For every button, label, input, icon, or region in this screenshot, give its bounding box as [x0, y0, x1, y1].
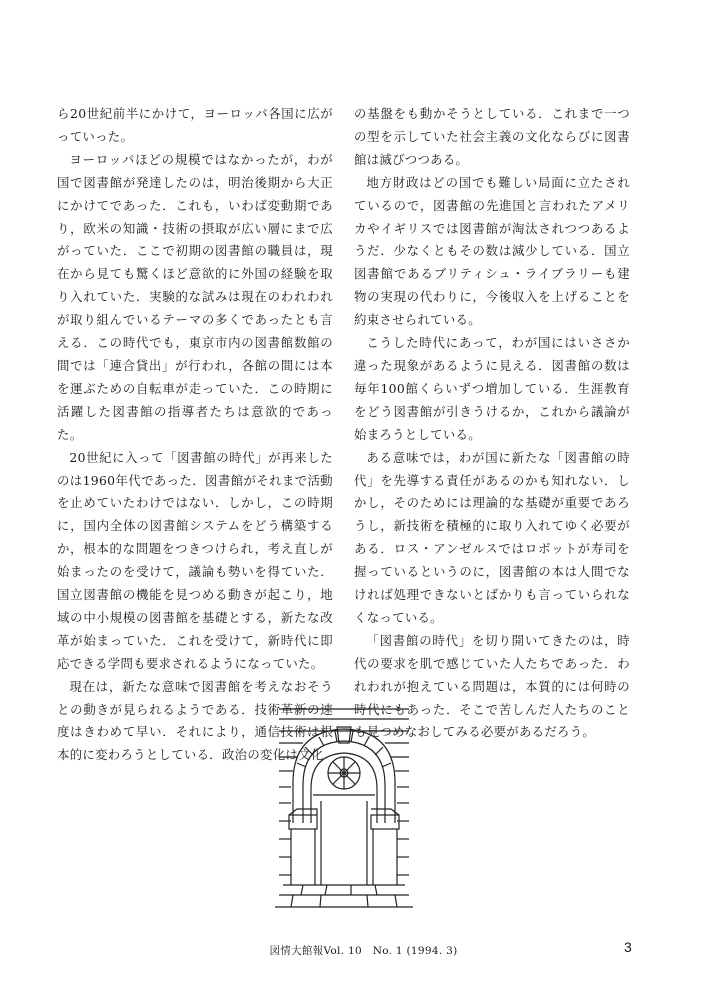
paragraph: ヨーロッパほどの規模ではなかったが，わが国で図書館が発達したのは，明治後期から大正にかけてであった．これも，いわば変動期であり，欧米の知識・技術の摂取が広い層にまで広がっていた．ここで初期の図書館の職員は，現在から見ても驚くほど意欲的に外国の経験を取り入れていた．実験的な試みは現在のわれわれが取り組んでいるテーマの多くであったとも言える．この時代でも，東京市内の図書館数館の間では「連合貸出」が行われ，各館の間には本を運ぶための自転車が走っていた．この時期に活躍した図書館の指導者たちは意欲的であった。: [57, 151, 333, 442]
paragraph: の基盤をも動かそうとしている．これまで一つの型を示していた社会主義の文化ならびに図書館は滅びつつある。: [354, 106, 630, 167]
paragraph: ある意味では，わが国に新たな「図書館の時代」を先導する責任があるのかも知れない．しかし，そのためには理論的な基礎が重要であろうし，新技術を積極的に取り入れてゆく必要がある．ロス・アンゼルスではロボットが寿司を握っているというのに，図書館の本は人間でなければ処理できないとばかりも言っていられなくなっている。: [354, 449, 630, 625]
paragraph: ら20世紀前半にかけて，ヨーロッパ各国に広がっていった。: [57, 106, 333, 144]
paragraph: 20世紀に入って「図書館の時代」が再来したのは1960年代であった．図書館がそれまで活動を止めていたわけではない．しかし，この時期に，国内全体の図書館システムをどう構築するか，根本的な問題をつきつけられ，考え直しが始まったのを受けて，議論も勢いを得ていた．国立図書館の機能を見つめる動きが起こり，地域の中小規模の図書館を基礎とする，新たな改革が始まっていた．これを受けて，新時代に即応できる学問も要求されるようになっていた。: [57, 449, 333, 671]
article-left-column: [57, 103, 333, 767]
arched-doorway-drawing-icon: [273, 703, 415, 917]
paragraph: こうした時代にあって，わが国にはいささか違った現象があるように見える．図書館の数は毎年100館くらいずつ増加している．生涯教育をどう図書館が引きうけるか，これから議論が始まろうとしている。: [354, 335, 630, 442]
article-right-column: [354, 103, 630, 744]
paragraph: 地方財政はどの国でも難しい局面に立たされているので，図書館の先進国と言われたアメリカやイギリスでは図書館が淘汰されつつあるようだ．少なくともその数は減少している．国立図書館であるブリティシュ・ライブラリーも建物の実現の代わりに，今後収入を上げることを約束させられている。: [354, 174, 630, 328]
paragraph: 現在は，新たな意味で図書館を考えなおそうとの動きが見られるようである．技術革新の速度はきわめて早い．それにより，通信技術は根本的に変わろうとしている．政治の変化は文化: [57, 678, 333, 763]
footer-citation: 図情大館報Vol. 10 No. 1 (1994. 3): [269, 945, 458, 957]
paragraph: 「図書館の時代」を切り開いてきたのは，時代の要求を肌で感じていた人たちであった．われわれが抱えている問題は，本質的には何時の時代にもあった．そこで苦しんだ人たちのことも見つめなおしてみる必要があるだろう。: [354, 632, 630, 740]
page-number: 3: [624, 939, 632, 955]
